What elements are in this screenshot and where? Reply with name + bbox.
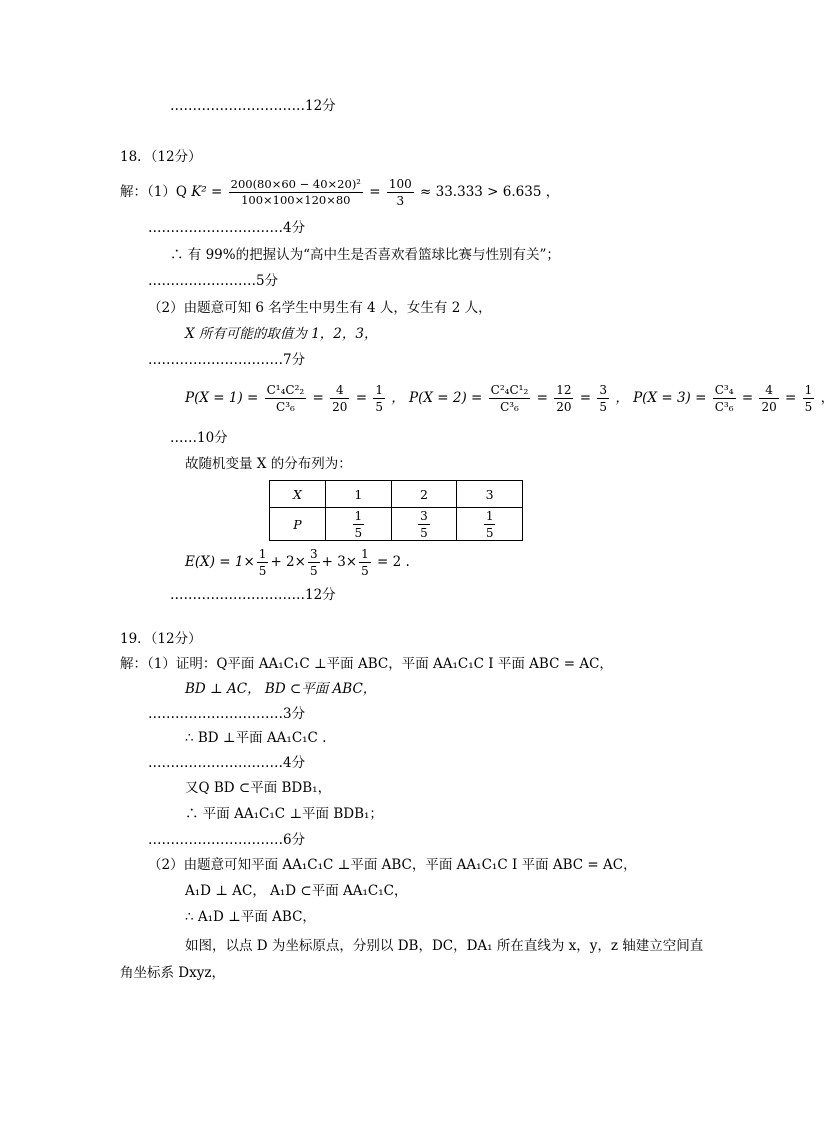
probability-formulas	[185, 380, 834, 416]
ex-fraction-2	[308, 548, 320, 577]
ex-fraction-3	[359, 548, 371, 577]
conclusion-text: ∴ 有 99%的把握认为“高中生是否喜欢看篮球比赛与性别有关”；	[170, 247, 560, 263]
equals: =	[312, 390, 324, 406]
ex-denominator: 5	[258, 564, 267, 578]
p1-numerator: C¹₄C²₂	[266, 383, 305, 397]
p3-fraction	[713, 384, 736, 413]
k2-numerator-2: 100	[388, 177, 412, 191]
prob-numerator: 1	[485, 508, 494, 523]
k2-lhs: K² =	[191, 184, 223, 200]
prob-denominator: 5	[354, 525, 363, 540]
part2-text: （2）由题意可知 6 名学生中男生有 4 人，女生有 2 人，	[148, 300, 492, 316]
ex-fraction-1	[257, 548, 269, 577]
q19-line: A₁D ⊥ AC， A₁D ⊂平面 AA₁C₁C，	[185, 883, 408, 899]
equals: =	[536, 390, 548, 406]
table-cell: 1	[326, 481, 392, 508]
p1-denominator: C³₆	[276, 400, 295, 414]
table-cell: X	[270, 481, 326, 508]
distribution-table	[269, 480, 523, 541]
p3-numerator: C³₄	[714, 383, 734, 397]
k2-fraction-2	[387, 178, 414, 207]
p2-numerator-3: 3	[599, 383, 608, 397]
p2-fraction	[489, 384, 531, 413]
score-line: …………………………6分	[148, 832, 306, 848]
score-line: ……………………5分	[148, 273, 279, 289]
table-row	[270, 481, 523, 508]
ex-plus-2: + 2×	[270, 554, 306, 570]
p1-fraction-2	[330, 384, 349, 413]
equals: =	[741, 390, 754, 406]
k2-fraction	[229, 176, 363, 207]
p3-fraction-2	[759, 384, 778, 413]
score-line: …………………………4分	[148, 755, 306, 771]
table-cell	[457, 508, 523, 541]
p3-denominator-3: 5	[804, 400, 813, 414]
score-line: …………………………3分	[148, 706, 306, 722]
p3-denominator: C³₆	[714, 400, 734, 414]
q18-heading: 18．（12分）	[120, 149, 202, 165]
p1-denominator-3: 5	[375, 400, 383, 414]
q19-line: 又Q BD ⊂平面 BDB₁，	[185, 780, 332, 796]
score-line: …………………………12分	[170, 98, 336, 114]
p1-denominator-2: 20	[332, 400, 348, 414]
table-cell	[391, 508, 457, 541]
x-values-text: X 所有可能的取值为 1，2，3，	[185, 326, 378, 342]
q19-line: 如图，以点 D 为坐标原点，分别以 DB，DC，DA₁ 所在直线为 x，y，z 轴建立空间直	[185, 938, 704, 954]
ex-numerator: 1	[361, 547, 369, 561]
prob-denominator: 5	[485, 525, 494, 540]
p1-numerator-3: 1	[375, 383, 383, 397]
p1-numerator-2: 4	[330, 384, 349, 399]
p3-numerator-3: 1	[804, 383, 813, 397]
score-line: ……10分	[170, 430, 228, 446]
p2-denominator-3: 5	[599, 400, 608, 414]
q18-k2-formula	[120, 175, 559, 209]
p3-lhs: ， P(X = 3) =	[615, 390, 707, 406]
p2-fraction-2	[554, 384, 573, 413]
p3-fraction-3	[803, 384, 815, 413]
k2-numerator: 200(80×60 − 40×20)²	[229, 179, 363, 194]
p3-denominator-2: 20	[761, 400, 777, 414]
q19-heading: 19．（12分）	[120, 631, 202, 647]
q19-line: ∴ A₁D ⊥平面 ABC，	[185, 909, 316, 925]
score-line: …………………………7分	[148, 352, 306, 368]
prob-fraction	[484, 510, 496, 539]
k2-denominator: 100×100×120×80	[241, 193, 351, 207]
ex-denominator: 5	[309, 564, 318, 578]
prob-denominator: 5	[420, 525, 428, 540]
ex-result: = 2 .	[377, 554, 410, 570]
because-symbol: Q	[175, 184, 187, 200]
k2-denominator-2: 3	[396, 194, 405, 208]
q19-line: ∴ 平面 AA₁C₁C ⊥平面 BDB₁；	[185, 806, 383, 822]
p3-numerator-2: 4	[759, 384, 778, 399]
equals: =	[785, 390, 797, 406]
table-cell	[326, 508, 392, 541]
p2-numerator: C²₄C¹₂	[490, 383, 529, 397]
k2-result: ≈ 33.333 > 6.635 ，	[420, 184, 560, 200]
p2-denominator-2: 20	[556, 400, 572, 414]
table-cell: 3	[457, 481, 523, 508]
p2-lhs: ， P(X = 2) =	[391, 390, 483, 406]
comma: ，	[820, 390, 834, 406]
q19-line: （2）由题意可知平面 AA₁C₁C ⊥平面 ABC，平面 AA₁C₁C I 平面 ABC = AC，	[148, 857, 637, 873]
prob-numerator: 3	[420, 508, 428, 523]
p2-numerator-2: 12	[556, 383, 572, 397]
q19-line: 角坐标系 Dxyz，	[120, 965, 225, 981]
equals: =	[369, 184, 381, 200]
score-line: …………………………4分	[148, 220, 306, 236]
p1-fraction-3	[373, 384, 385, 413]
ex-plus-3: + 3×	[321, 554, 358, 570]
distribution-intro: 故随机变量 X 的分布列为：	[185, 456, 352, 472]
prob-fraction	[418, 510, 430, 539]
p2-denominator: C³₆	[500, 400, 519, 414]
p1-fraction	[265, 384, 307, 413]
p2-fraction-3	[597, 384, 609, 413]
ex-denominator: 5	[361, 564, 369, 578]
q19-line: ∴ BD ⊥平面 AA₁C₁C .	[185, 730, 327, 746]
q19-line: BD ⊥ AC， BD ⊂平面 ABC，	[185, 681, 377, 697]
expectation-formula	[185, 545, 410, 579]
table-row	[270, 508, 523, 541]
table-cell: 2	[391, 481, 457, 508]
ex-numerator: 3	[309, 547, 318, 561]
table-cell: P	[270, 508, 326, 541]
equals: =	[579, 390, 592, 406]
q19-line: 解：（1）证明：Q平面 AA₁C₁C ⊥平面 ABC，平面 AA₁C₁C I 平面 ABC = AC，	[120, 656, 613, 672]
solution-label: 解：（1）	[120, 184, 176, 200]
ex-lhs: E(X) = 1×	[185, 554, 255, 570]
prob-numerator: 1	[354, 508, 363, 523]
p1-lhs: P(X = 1) =	[185, 390, 259, 406]
equals: =	[355, 390, 368, 406]
ex-numerator: 1	[258, 547, 267, 561]
score-line: …………………………12分	[170, 587, 336, 603]
prob-fraction	[353, 510, 365, 539]
